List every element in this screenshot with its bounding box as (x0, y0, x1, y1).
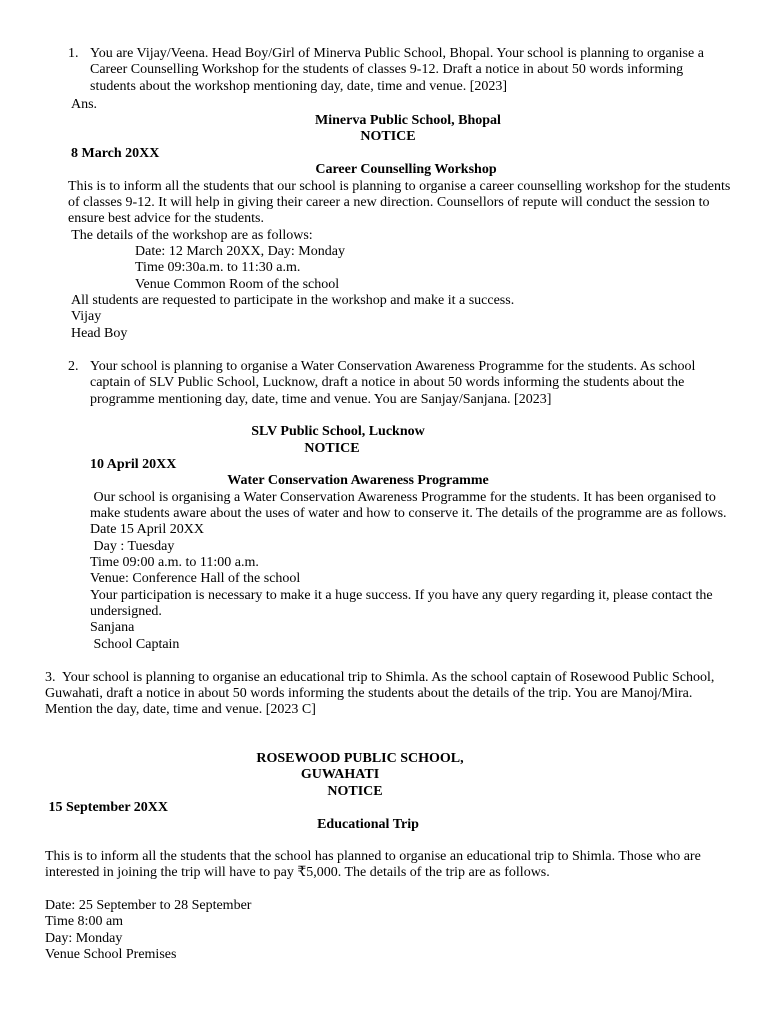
body-line: This is to inform all the students that the school has planned to organise an educational trip to Shimla. Those who are (45, 849, 701, 864)
question-number: 1. (68, 46, 79, 61)
detail-line: Time 09:00 a.m. to 11:00 a.m. (90, 555, 259, 570)
answer-label: Ans. (71, 97, 98, 112)
body-line: interested in joining the trip will have to pay ₹5,000. The details of the trip are as follows. (45, 865, 550, 880)
school-name: Minerva Public School, Bhopal (315, 113, 501, 128)
signatory: Vijay (71, 309, 102, 324)
notice-heading: NOTICE (327, 784, 383, 799)
question-number: 2. (68, 359, 79, 374)
notice-subject: Career Counselling Workshop (315, 162, 497, 177)
detail-line: Time 09:30a.m. to 11:30 a.m. (135, 260, 301, 275)
school-name: SLV Public School, Lucknow (251, 424, 425, 439)
detail-line: Date: 25 September to 28 September (45, 898, 252, 913)
question-prompt-line: Guwahati, draft a notice in about 50 words informing the students about the details of the trip. You are Manoj/Mira. (45, 686, 693, 701)
designation: School Captain (90, 637, 180, 652)
detail-line: Venue Common Room of the school (135, 277, 340, 292)
details-intro: The details of the workshop are as follows: (68, 228, 313, 243)
notice-date: 15 September 20XX (45, 800, 169, 815)
body-line: ensure best advice for the students. (68, 211, 264, 226)
body-line: This is to inform all the students that our school is planning to organise a career counselling workshop for the students (68, 179, 731, 194)
notice-date: 8 March 20XX (71, 146, 160, 161)
question-prompt: Your school is planning to organise a Water Conservation Awareness Programme for the students. As school captain of SLV Public School, Lucknow, draft a notice in about 50 words informing the students about the programme mentioning day, date, time and venue. You are Sanjay/Sanjana. [2023] (90, 359, 696, 407)
closing-line: All students are requested to participate in the workshop and make it a success. (71, 293, 515, 308)
notice-heading: NOTICE (304, 441, 360, 456)
notice-subject: Educational Trip (317, 817, 419, 832)
question-prompt: You are Vijay/Veena. Head Boy/Girl of Minerva Public School, Bhopal. Your school is planning to organise a Career Counselling Workshop for the students of classes 9-12. Draft a notice in about 50 words informing students about the workshop mentioning day, date, time and venue. [2023] (90, 46, 704, 94)
notice-date: 10 April 20XX (90, 457, 177, 472)
detail-line: Date: 12 March 20XX, Day: Monday (135, 244, 345, 259)
detail-line: Day: Monday (45, 931, 123, 946)
notice-heading: NOTICE (360, 129, 416, 144)
detail-line: Day : Tuesday (90, 539, 175, 554)
detail-line: Venue: Conference Hall of the school (90, 571, 301, 586)
detail-line: Time 8:00 am (45, 914, 124, 929)
school-city: GUWAHATI (300, 767, 380, 782)
signatory: Sanjana (90, 620, 135, 635)
body-line: make students aware about the uses of water and how to conserve it. The details of the programme are as follows. (90, 506, 727, 521)
detail-line: Venue School Premises (45, 947, 177, 962)
closing-line: Your participation is necessary to make it a huge success. If you have any query regarding it, please contact the (90, 588, 713, 603)
detail-line: Date 15 April 20XX (90, 522, 204, 537)
body-line: Our school is organising a Water Conservation Awareness Programme for the students. It has been organised to (90, 490, 716, 505)
body-line: of classes 9-12. It will help in giving their career a new direction. Counsellors of repute will conduct the session to (68, 195, 710, 210)
question-prompt-line: Mention the day, date, time and venue. [2023 C] (45, 702, 316, 717)
school-name: ROSEWOOD PUBLIC SCHOOL, (256, 751, 464, 766)
notice-subject: Water Conservation Awareness Programme (227, 473, 489, 488)
designation: Head Boy (71, 326, 128, 341)
closing-line: undersigned. (90, 604, 162, 619)
question-prompt-line: 3. Your school is planning to organise an educational trip to Shimla. As the school captain of Rosewood Public School, (45, 670, 715, 685)
